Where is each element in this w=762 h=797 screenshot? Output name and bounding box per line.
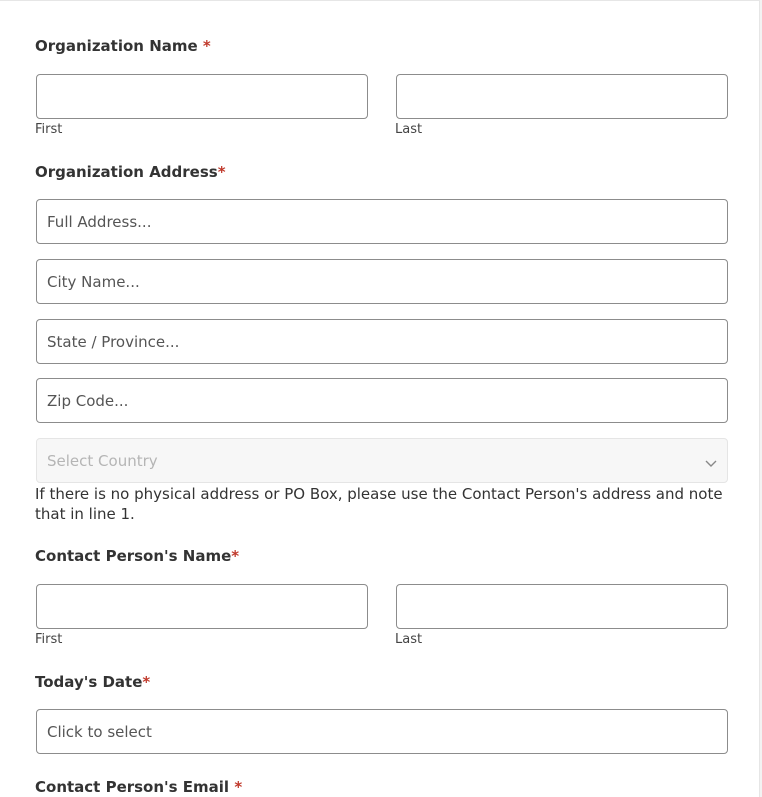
org-address-label bbox=[35, 163, 226, 181]
org-name-label-text: Organization Name bbox=[35, 37, 198, 55]
org-name-label bbox=[35, 37, 211, 55]
todays-date-label-text: Today's Date bbox=[35, 673, 143, 691]
required-mark: * bbox=[202, 37, 211, 55]
contact-name-last-sublabel: Last bbox=[395, 632, 423, 647]
org-name-last-sublabel: Last bbox=[395, 122, 423, 137]
contact-name-first-sublabel: First bbox=[35, 632, 63, 647]
city-placeholder: City Name... bbox=[47, 272, 140, 291]
full-address-placeholder: Full Address... bbox=[47, 212, 152, 231]
contact-name-first-input[interactable] bbox=[36, 584, 368, 629]
org-address-label-text: Organization Address bbox=[35, 163, 218, 181]
state-placeholder: State / Province... bbox=[47, 332, 180, 351]
org-name-last-input[interactable] bbox=[396, 74, 728, 119]
address-help-text: If there is no physical address or PO Box, please use the Contact Person's address and note that in line 1. bbox=[35, 485, 723, 523]
date-placeholder: Click to select bbox=[47, 722, 152, 741]
country-placeholder: Select Country bbox=[47, 451, 158, 470]
contact-name-label-text: Contact Person's Name bbox=[35, 547, 232, 565]
required-mark: * bbox=[231, 547, 240, 565]
org-name-first-input[interactable] bbox=[36, 74, 368, 119]
todays-date-label bbox=[35, 673, 150, 691]
required-mark: * bbox=[142, 673, 151, 691]
contact-email-label bbox=[35, 778, 242, 796]
contact-name-label bbox=[35, 547, 239, 565]
state-input[interactable] bbox=[36, 319, 728, 364]
required-mark: * bbox=[234, 778, 243, 796]
country-select[interactable] bbox=[36, 438, 728, 483]
city-input[interactable] bbox=[36, 259, 728, 304]
org-name-first-sublabel: First bbox=[35, 122, 63, 137]
required-mark: * bbox=[217, 163, 226, 181]
chevron-down-icon bbox=[705, 455, 717, 467]
contact-name-last-input[interactable] bbox=[396, 584, 728, 629]
zip-input[interactable] bbox=[36, 378, 728, 423]
zip-placeholder: Zip Code... bbox=[47, 391, 129, 410]
date-picker-input[interactable] bbox=[36, 709, 728, 754]
full-address-input[interactable] bbox=[36, 199, 728, 244]
contact-email-label-text: Contact Person's Email bbox=[35, 778, 230, 796]
